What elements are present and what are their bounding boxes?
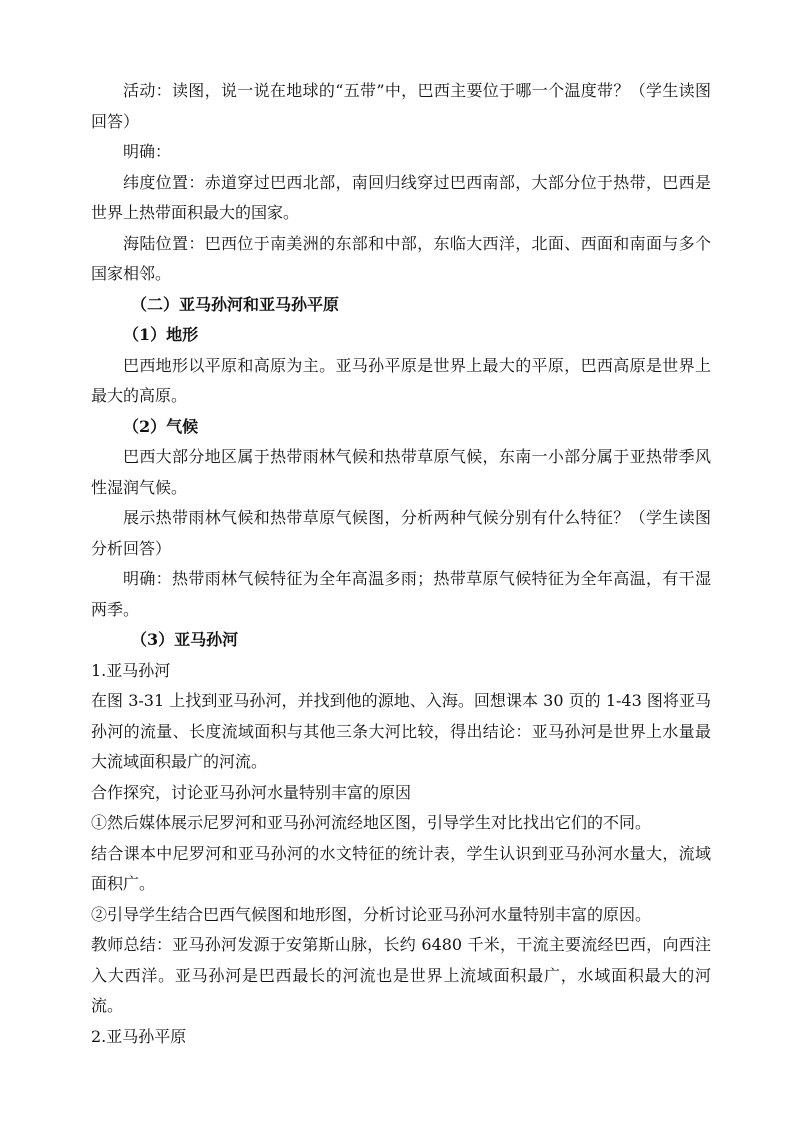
document-page xyxy=(91,76,711,1052)
item-amazon-river: 1.亚马孙河 xyxy=(91,660,171,680)
subheading-amazon-river: （3）亚马孙河 xyxy=(131,630,239,649)
subheading-climate: （2）气候 xyxy=(123,416,199,436)
item-amazon-plain: 2.亚马孙平原 xyxy=(91,1026,187,1046)
step-two-paragraph: ②引导学生结合巴西气候图和地形图，分析讨论亚马孙河水量特别丰富的原因。 xyxy=(91,904,652,924)
climate-answer-paragraph: 明确：热带雨林气候特征为全年高温多雨；热带草原气候特征为全年高温，有干湿两季。 xyxy=(91,569,711,619)
section-heading-amazon: （二）亚马孙河和亚马孙平原 xyxy=(131,294,340,314)
teacher-summary-paragraph: 教师总结：亚马孙河发源于安第斯山脉，长约 6480 千米，干流主要流经巴西，向西注入大西洋。亚马孙河是巴西最长的河流也是世界上流域面积最广，水域面积最大的河流。 xyxy=(91,935,711,1015)
statistics-paragraph: 结合课本中尼罗河和亚马孙河的水文特征的统计表，学生认识到亚马孙河水量大，流域面积广。 xyxy=(91,843,711,893)
clarify-label: 明确： xyxy=(123,142,172,161)
river-find-paragraph: 在图 3-31 上找到亚马孙河，并找到他的源地、入海。回想课本 30 页的 1-43 图将亚马孙河的流量、长度流域面积与其他三条大河比较，得出结论：亚马孙河是世界上水量最大流域面积最广的河流。 xyxy=(91,691,711,771)
terrain-paragraph: 巴西地形以平原和高原为主。亚马孙平原是世界上最大的平原，巴西高原是世界上最大的高原。 xyxy=(91,355,711,405)
step-one-paragraph: ①然后媒体展示尼罗河和亚马孙河流经地区图，引导学生对比找出它们的不同。 xyxy=(91,813,652,832)
climate-chart-paragraph: 展示热带雨林气候和热带草原气候图，分析两种气候分别有什么特征？（学生读图分析回答） xyxy=(91,508,711,558)
subheading-terrain: （1）地形 xyxy=(123,325,199,344)
climate-paragraph: 巴西大部分地区属于热带雨林气候和热带草原气候，东南一小部分属于亚热带季风性湿润气候。 xyxy=(91,447,711,497)
land-sea-paragraph: 海陆位置：巴西位于南美洲的东部和中部，东临大西洋，北面、西面和南面与多个国家相邻。 xyxy=(91,233,711,283)
latitude-paragraph: 纬度位置：赤道穿过巴西北部，南回归线穿过巴西南部，大部分位于热带，巴西是世界上热带面积最大的国家。 xyxy=(91,172,711,222)
cooperative-inquiry: 合作探究，讨论亚马孙河水量特别丰富的原因 xyxy=(91,782,412,802)
activity-paragraph: 活动：读图，说一说在地球的“五带”中，巴西主要位于哪一个温度带？（学生读图回答） xyxy=(91,81,711,131)
